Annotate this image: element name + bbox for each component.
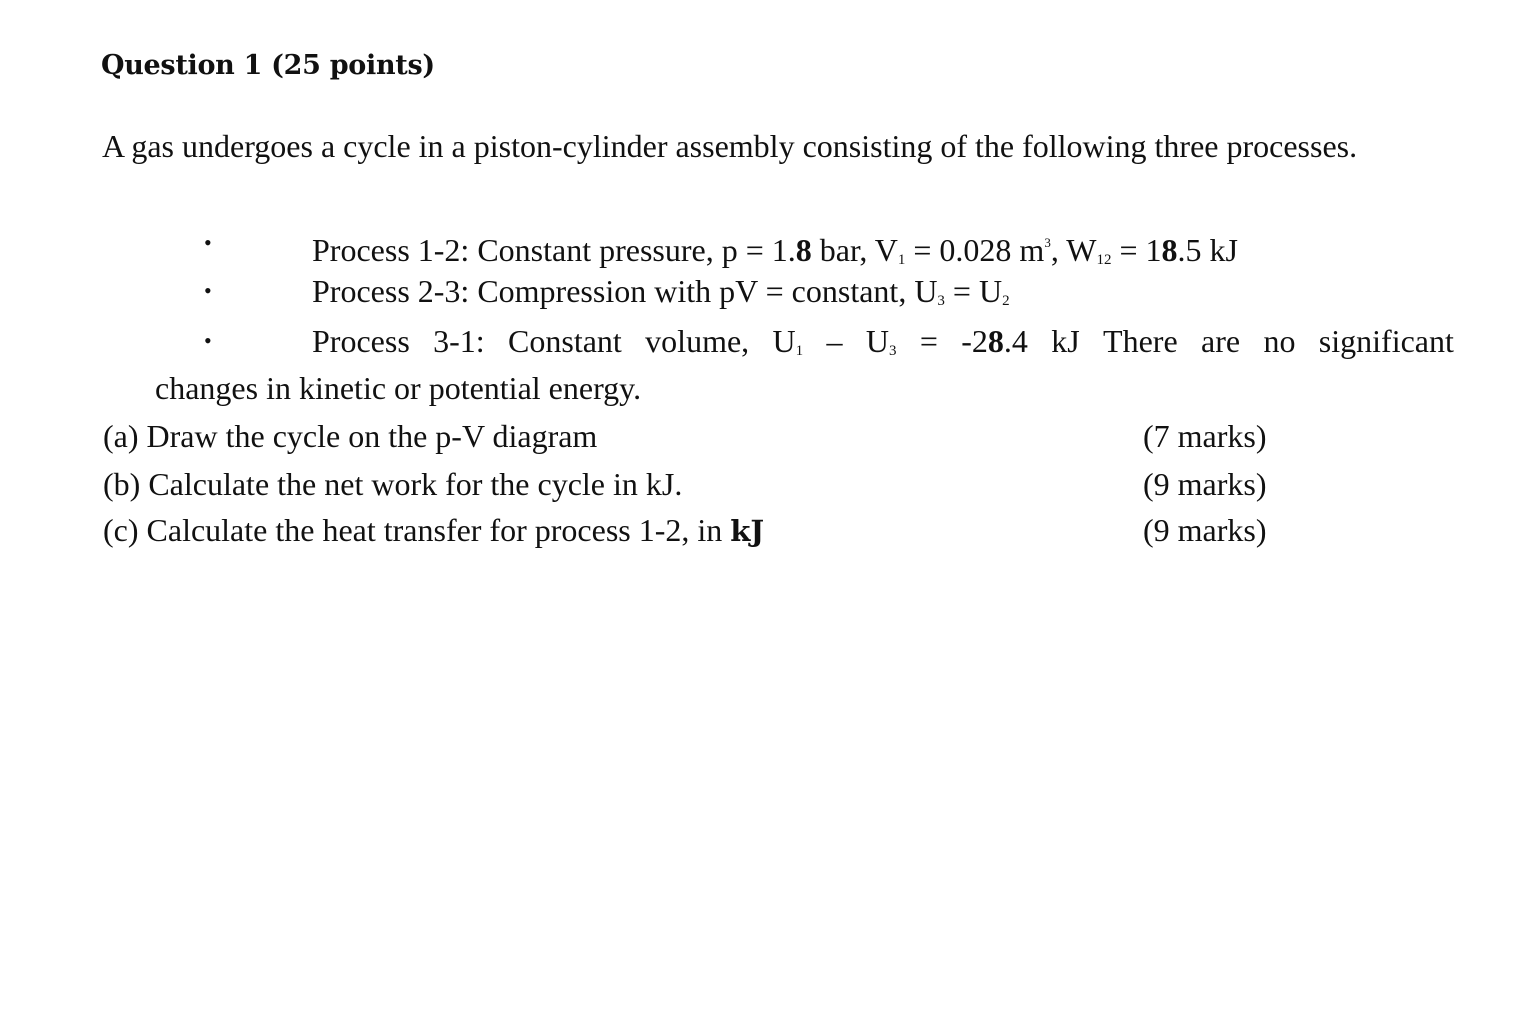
process-3-1-word: significant: [1318, 323, 1454, 359]
process-3-1-word: Constant: [508, 323, 622, 359]
process-2-3-prefix: Process 2-3: Compression with pV = constant, U: [312, 273, 938, 309]
question-intro: A gas undergoes a cycle in a piston-cylinder assembly consisting of the following three processes.: [102, 128, 1358, 164]
process-1-2-text: [312, 225, 1238, 278]
process-3-1-word: 3-1:: [433, 323, 485, 359]
process-1-2-sup: 3: [1044, 235, 1051, 250]
process-3-1-continuation: changes in kinetic or potential energy.: [155, 370, 642, 406]
process-1-2-mid3: , W: [1050, 232, 1097, 268]
bullet-process-1-2: •: [204, 230, 212, 255]
process-1-2-sub-12: 12: [1096, 252, 1112, 268]
process-3-1-u1: $U_1$: [772, 323, 804, 359]
process-1-2-end: .5 kJ: [1177, 232, 1238, 268]
process-3-1-text: [312, 323, 1454, 369]
process-3-1-value: -28.4: [961, 323, 1028, 359]
process-3-1-word: Process: [312, 323, 410, 359]
process-3-1-word: There: [1103, 323, 1178, 359]
process-3-1-word: –: [826, 323, 843, 359]
process-1-2-prefix: Process 1-2: Constant pressure, p = 1.: [312, 232, 796, 268]
process-1-2-sub-1: 1: [897, 252, 906, 268]
process-2-3-text: [312, 273, 1010, 319]
process-1-2-mid: bar, V: [811, 232, 898, 268]
process-3-1-word: =: [919, 323, 938, 359]
part-c-label-text: (c) Calculate the heat transfer for process 1-2, in: [103, 512, 731, 548]
process-1-2-bold-digit: 8: [795, 232, 812, 268]
part-c-label: [103, 512, 764, 549]
part-a-marks: (7 marks): [1143, 418, 1267, 454]
bullet-process-3-1: •: [204, 328, 212, 353]
part-b-label: (b) Calculate the net work for the cycle in kJ.: [103, 466, 683, 502]
process-1-2-mid4: = 1: [1111, 232, 1162, 268]
process-2-3-sub-3: 3: [937, 293, 945, 309]
process-3-1-word: kJ: [1051, 323, 1080, 359]
question-title: Question 1 (25 points): [101, 50, 435, 81]
part-c-label-unit: kJ: [730, 514, 765, 548]
process-3-1-word: no: [1263, 323, 1296, 359]
part-c-marks: (9 marks): [1143, 512, 1267, 548]
process-3-1-u3: $U_3$: [865, 323, 897, 359]
process-2-3-sub-2: 2: [1002, 293, 1010, 309]
process-1-2-bold-digit-2: 8: [1161, 232, 1178, 268]
part-a-label: (a) Draw the cycle on the p-V diagram: [103, 418, 598, 454]
process-2-3-mid: = U: [944, 273, 1003, 309]
process-3-1-word: volume,: [645, 323, 750, 359]
process-1-2-mid2: = 0.028 m: [905, 232, 1045, 268]
bullet-process-2-3: •: [204, 278, 212, 303]
part-b-marks: (9 marks): [1143, 466, 1267, 502]
process-3-1-word: are: [1201, 323, 1241, 359]
